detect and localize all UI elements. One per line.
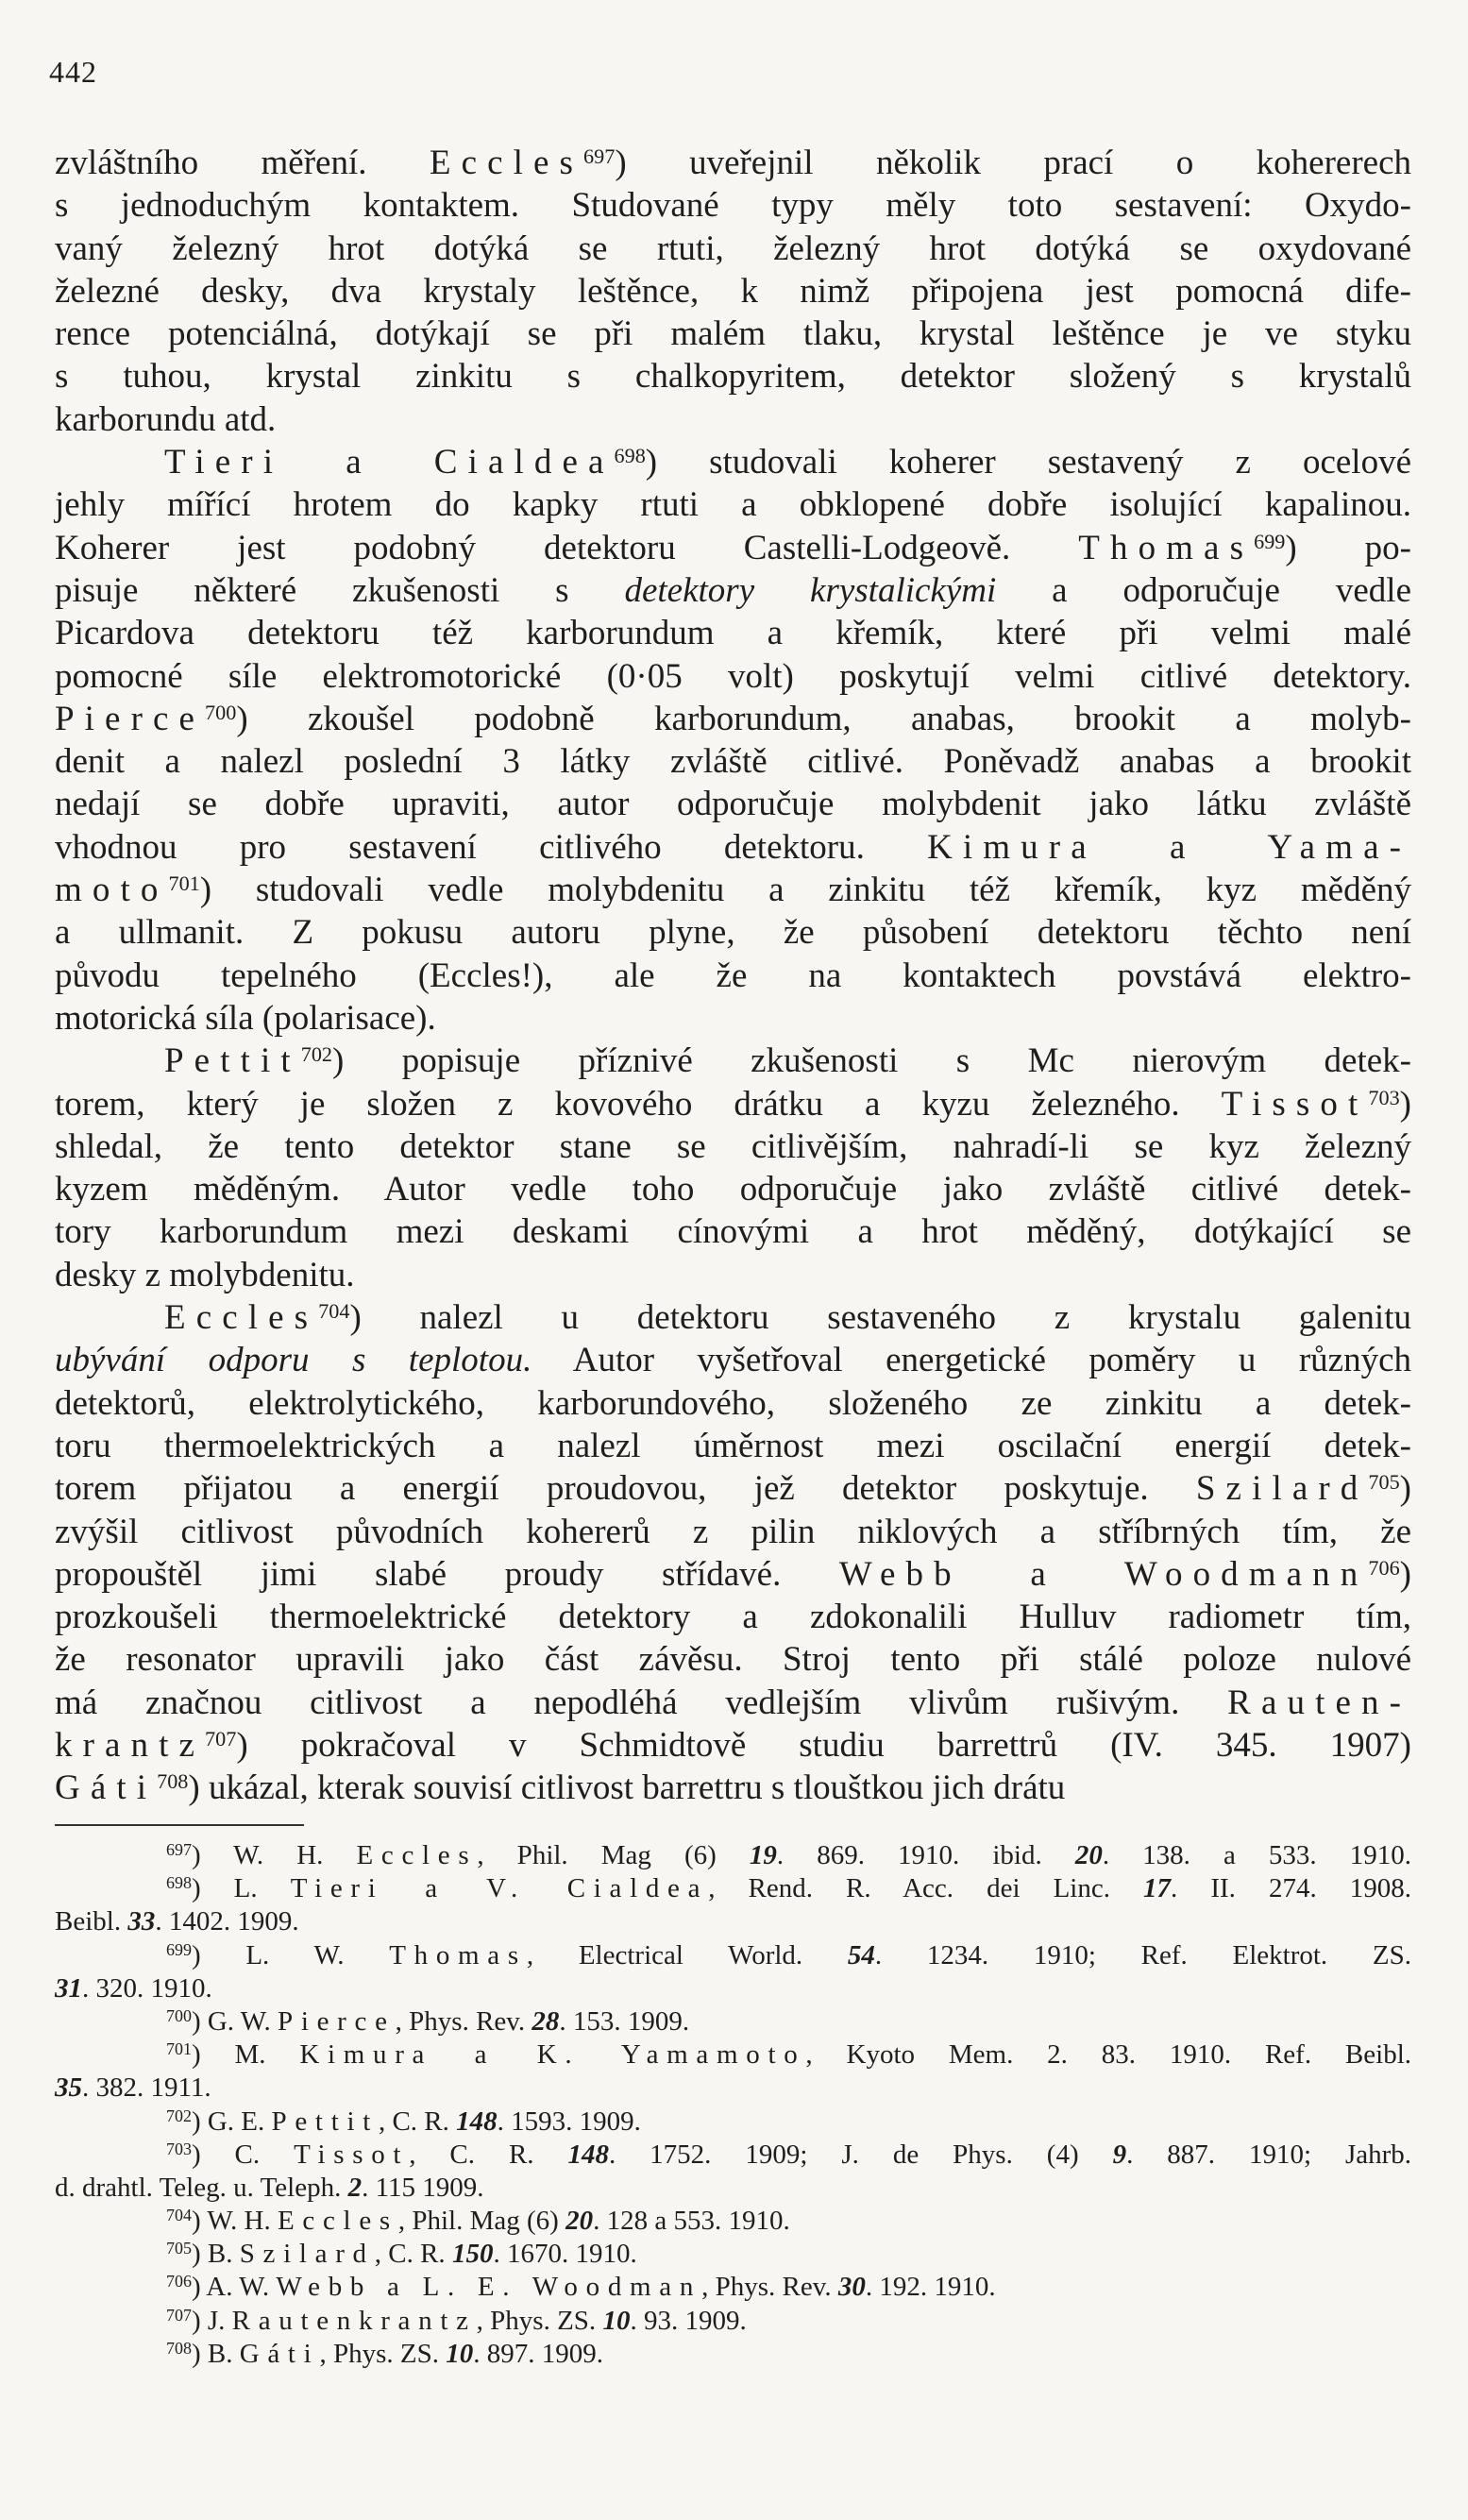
footnote-line xyxy=(55,1972,1411,2005)
text-line xyxy=(55,1168,1411,1210)
author-name: Rautenkrantz xyxy=(231,2305,477,2336)
reference-marker: 700 xyxy=(205,700,237,724)
text-run: ) pokračoval v Schmidtově studiu barrettrů (IV. 345. 1907) xyxy=(236,1725,1411,1765)
text-run: . 1593. 1909. xyxy=(497,2106,641,2137)
author-name: Pierce xyxy=(55,699,206,738)
text-run: ) L. xyxy=(191,1873,291,1904)
text-line xyxy=(55,997,1411,1040)
text-run: ) M. xyxy=(191,2039,300,2071)
text-run: . 320. 1910. xyxy=(82,1972,212,2004)
text-run: s jednoduchým kontaktem. Studované typy měly toto sestavení: Oxydo- xyxy=(55,186,1411,226)
text-run: rence potenciálná, dotýkají se při malém tlaku, krystal leštěnce je ve styku xyxy=(55,314,1411,354)
text-line xyxy=(55,1553,1411,1596)
volume-number: 28 xyxy=(532,2005,560,2037)
reference-marker: 701 xyxy=(168,871,200,895)
volume-number: 17 xyxy=(1143,1873,1172,1904)
footnote-divider xyxy=(55,1824,304,1826)
author-name: moto xyxy=(55,871,169,910)
emphasis-text: detektory krystalickými xyxy=(624,570,997,610)
text-run: , Kyoto Mem. 2. 83. 1910. Ref. Beibl. xyxy=(805,2039,1412,2071)
text-run: ) studovali koherer sestavený z ocelové xyxy=(645,443,1411,482)
reference-marker: 698 xyxy=(614,443,646,467)
text-line xyxy=(55,1682,1411,1724)
text-run: . 1234. 1910; Ref. Elektrot. ZS. xyxy=(874,1939,1411,1970)
text-run: , Phys. ZS. xyxy=(476,2305,603,2336)
author-name: Tissot xyxy=(1221,1084,1369,1124)
text-run: železné desky, dva krystaly leštěnce, k nimž připojena jest pomocná dife- xyxy=(55,271,1411,311)
text-line xyxy=(55,698,1411,740)
footnote-number: 702 xyxy=(166,2106,192,2125)
text-run: ) popisuje příznivé zkušenosti s Mc nierovým detek- xyxy=(332,1041,1411,1081)
text-run: . 887. 1910; Jahrb. xyxy=(1126,2139,1412,2170)
text-run: zvláštního měření. xyxy=(55,144,430,182)
footnote-line xyxy=(55,2238,1411,2271)
reference-marker: 699 xyxy=(1254,529,1286,553)
text-run: , Phil. Mag (6) xyxy=(477,1840,750,1870)
text-run: desky z molybdenitu. xyxy=(55,1255,355,1294)
author-name: Pettit xyxy=(164,1041,301,1081)
text-run: ) zkoušel podobně karborundum, anabas, brookit a molyb- xyxy=(236,699,1411,738)
text-run: ) xyxy=(1399,1084,1411,1124)
text-run: torem, který je složen z kovového drátku a kyzu železného. xyxy=(55,1084,1222,1124)
author-name: Webb a L. E. Woodman xyxy=(276,2272,702,2303)
text-run: , Phys. Rev. xyxy=(701,2272,838,2303)
text-run: . 93. 1909. xyxy=(630,2305,747,2336)
text-run: ) xyxy=(1399,1469,1411,1509)
text-run: . II. 274. 1908. xyxy=(1171,1873,1412,1904)
text-run: ) J. xyxy=(191,2305,232,2336)
footnote-number: 699 xyxy=(166,1939,192,1959)
text-run: že resonator upravili jako část závěsu. Stroj tento při stálé poloze nulové xyxy=(55,1640,1411,1680)
text-line xyxy=(55,527,1411,569)
author-name: Eccles xyxy=(356,1840,478,1870)
text-run: , Phys. Rev. xyxy=(395,2005,532,2037)
footnote-number: 708 xyxy=(166,2338,192,2358)
text-run: ) po- xyxy=(1285,528,1411,567)
text-run: . 153. 1909. xyxy=(559,2005,690,2037)
text-run: , Phil. Mag (6) xyxy=(397,2206,566,2237)
text-line xyxy=(55,612,1411,654)
text-line xyxy=(55,355,1411,397)
text-run: , C. R. xyxy=(378,2106,457,2137)
volume-number: 10 xyxy=(446,2338,474,2369)
author-name: Tissot xyxy=(294,2139,410,2170)
volume-number: 20 xyxy=(1074,1840,1103,1870)
text-run: a odporučuje vedle xyxy=(996,570,1411,610)
text-run: Koherer jest podobný detektoru Castelli-Lodgeově. xyxy=(55,528,1079,567)
text-line xyxy=(55,1210,1411,1253)
footnote-number: 698 xyxy=(166,1873,192,1893)
text-run: motorická síla (polarisace). xyxy=(55,998,436,1038)
footnote-number: 700 xyxy=(166,2005,192,2025)
text-run: toru thermoelektrických a nalezl úměrnost mezi oscilační energií detek- xyxy=(55,1426,1411,1465)
text-run: zvýšil citlivost původních kohererů z pilin niklových a stříbrných tím, že xyxy=(55,1512,1411,1551)
text-run: propouštěl jimi slabé proudy střídavé. xyxy=(55,1554,839,1594)
text-run: Autor vyšetřoval energetické poměry u různých xyxy=(532,1341,1412,1380)
footnotes xyxy=(55,1839,1411,2371)
author-name: Thomas xyxy=(389,1939,527,1970)
reference-marker: 706 xyxy=(1368,1555,1400,1580)
emphasis-text: ubývání odporu s teplotou. xyxy=(55,1341,532,1380)
footnote-number: 705 xyxy=(166,2239,192,2258)
reference-marker: 697 xyxy=(583,144,616,168)
text-line xyxy=(55,1638,1411,1681)
text-line xyxy=(55,1724,1411,1767)
text-run: ) C. xyxy=(191,2139,295,2170)
text-run: ) G. E. xyxy=(191,2106,272,2137)
author-name: Webb a Woodmann xyxy=(838,1554,1369,1594)
footnote-line xyxy=(55,2338,1411,2371)
text-line xyxy=(55,1296,1411,1339)
text-line xyxy=(55,1339,1411,1381)
text-line xyxy=(55,955,1411,997)
author-name: Tieri a Cialdea xyxy=(164,443,615,482)
page-number: 442 xyxy=(49,55,97,89)
author-name: Kimura a K. Yamamoto xyxy=(299,2039,806,2071)
text-run: . 115 1909. xyxy=(362,2172,484,2203)
text-run: ) W. H. xyxy=(191,2206,278,2237)
footnote-number: 703 xyxy=(166,2139,192,2158)
author-name: Eccles xyxy=(278,2206,398,2237)
text-run: ) W. H. xyxy=(191,1840,357,1870)
author-name: Gáti xyxy=(55,1768,158,1808)
reference-marker: 705 xyxy=(1368,1470,1400,1495)
text-run: . 897. 1909. xyxy=(473,2338,603,2369)
footnote-line xyxy=(55,2305,1411,2338)
text-run: vhodnou pro sestavení citlivého detektoru. xyxy=(55,827,928,867)
text-line xyxy=(55,1040,1411,1082)
text-run: pisuje některé zkušenosti s xyxy=(55,570,625,610)
text-line xyxy=(55,783,1411,825)
text-line xyxy=(55,1083,1411,1125)
text-line xyxy=(55,483,1411,526)
footnote-line xyxy=(55,2005,1411,2038)
author-name: Gáti xyxy=(239,2338,320,2369)
reference-marker: 703 xyxy=(1368,1085,1400,1109)
author-name: Pettit xyxy=(271,2106,379,2137)
text-run: původu tepelného (Eccles!), ale že na kontaktech povstává elektro- xyxy=(55,956,1411,995)
text-run: pomocné síle elektromotorické (0·05 volt) poskytují velmi citlivé detektory. xyxy=(55,656,1411,696)
text-line xyxy=(55,441,1411,483)
author-name: Szilard xyxy=(239,2239,375,2270)
footnote-number: 706 xyxy=(166,2272,192,2292)
text-line xyxy=(55,1511,1411,1553)
author-name: Thomas xyxy=(1078,528,1255,567)
text-line xyxy=(55,142,1411,184)
text-run: , Electrical World. xyxy=(526,1939,848,1970)
text-run: ) B. xyxy=(191,2239,240,2270)
text-run: shledal, že tento detektor stane se citlivějším, nahradí-li se kyz železný xyxy=(55,1126,1411,1166)
author-name: Eccles xyxy=(164,1298,319,1338)
author-name: krantz xyxy=(55,1725,206,1765)
text-run: ) A. W. xyxy=(191,2272,277,2303)
text-line xyxy=(55,1596,1411,1638)
text-run: , C. R. xyxy=(374,2239,452,2270)
text-line xyxy=(55,1125,1411,1168)
volume-number: 148 xyxy=(456,2106,498,2137)
text-line xyxy=(55,1425,1411,1467)
footnote-line xyxy=(55,1905,1411,1938)
footnote-number: 697 xyxy=(166,1840,192,1860)
reference-marker: 702 xyxy=(300,1042,333,1067)
footnote-line xyxy=(55,1839,1411,1872)
footnote-number: 704 xyxy=(166,2206,192,2225)
author-name: Tieri a V. Cialdea xyxy=(290,1873,709,1904)
text-line xyxy=(55,1254,1411,1296)
footnote-line xyxy=(55,2038,1411,2072)
footnote-line xyxy=(55,2072,1411,2105)
text-line xyxy=(55,740,1411,783)
text-run: . 869. 1910. ibid. xyxy=(776,1840,1075,1870)
text-line xyxy=(55,398,1411,441)
footnote-line xyxy=(55,2106,1411,2139)
text-run: ) L. W. xyxy=(191,1939,390,1970)
text-run: a ullmanit. Z pokusu autoru plyne, že působení detektoru těchto není xyxy=(55,913,1411,953)
footnote-line xyxy=(55,2139,1411,2172)
footnote-number: 707 xyxy=(166,2305,192,2325)
text-run: d. drahtl. Teleg. u. Teleph. xyxy=(55,2172,348,2203)
text-run: tory karborundum mezi deskami cínovými a hrot měděný, dotýkající se xyxy=(55,1212,1411,1252)
author-name: Kimura a Yama- xyxy=(927,827,1412,867)
reference-marker: 704 xyxy=(318,1298,350,1323)
text-run: denit a nalezl poslední 3 látky zvláště citlivé. Poněvadž anabas a brookit xyxy=(55,742,1411,782)
text-line xyxy=(55,1382,1411,1425)
text-line xyxy=(55,655,1411,698)
text-run: ) ukázal, kterak souvisí citlivost barrettru s tlouštkou jich drátu xyxy=(188,1768,1066,1808)
text-run: . 1670. 1910. xyxy=(493,2239,637,2270)
volume-number: 20 xyxy=(565,2206,594,2237)
text-run: . 382. 1911. xyxy=(82,2072,211,2104)
text-run: má značnou citlivost a nepodléhá vedlejším vlivům rušivým. xyxy=(55,1683,1228,1722)
text-run: Beibl. xyxy=(55,1906,128,1937)
text-run: prozkoušeli thermoelektrické detektory a zdokonalili Hulluv radiometr tím, xyxy=(55,1598,1411,1637)
text-line xyxy=(55,184,1411,227)
text-run: . 192. 1910. xyxy=(865,2272,996,2303)
text-run: ) nalezl u detektoru sestaveného z krystalu galenitu xyxy=(349,1298,1411,1338)
body-text xyxy=(55,142,1411,1810)
text-run: torem přijatou a energií proudovou, jež detektor poskytuje. xyxy=(55,1469,1196,1509)
footnote-line xyxy=(55,2205,1411,2238)
volume-number: 30 xyxy=(837,2272,866,2303)
text-line xyxy=(55,228,1411,270)
text-line xyxy=(55,826,1411,869)
footnote-line xyxy=(55,2172,1411,2205)
volume-number: 2 xyxy=(347,2172,363,2203)
text-run: ) xyxy=(1399,1554,1411,1594)
text-run: ) uveřejnil několik prací o kohererech xyxy=(615,144,1411,182)
author-name: Pierce xyxy=(278,2005,396,2037)
text-run: ) B. xyxy=(191,2338,240,2369)
text-run: kyzem měděným. Autor vedle toho odporučuje jako zvláště citlivé detek- xyxy=(55,1170,1411,1209)
volume-number: 148 xyxy=(567,2139,609,2170)
text-run: . 1402. 1909. xyxy=(155,1906,299,1937)
text-line xyxy=(55,313,1411,355)
text-run: , Phys. ZS. xyxy=(319,2338,447,2369)
text-run: . 128 a 553. 1910. xyxy=(593,2206,790,2237)
volume-number: 10 xyxy=(602,2305,631,2336)
volume-number: 150 xyxy=(451,2239,494,2270)
text-run: , C. R. xyxy=(409,2139,568,2170)
text-run: , Rend. R. Acc. dei Linc. xyxy=(708,1873,1144,1904)
text-run: vaný železný hrot dotýká se rtuti, železný hrot dotýká se oxydované xyxy=(55,228,1411,268)
volume-number: 9 xyxy=(1112,2139,1127,2170)
text-run: nedají se dobře upraviti, autor odporučuje molybdenit jako látku zvláště xyxy=(55,785,1411,824)
text-run: karborundu atd. xyxy=(55,399,277,439)
footnote-line xyxy=(55,1872,1411,1905)
text-line xyxy=(55,1467,1411,1510)
text-line xyxy=(55,911,1411,954)
text-run: detektorů, elektrolytického, karborundového, složeného ze zinkitu a detek- xyxy=(55,1383,1411,1423)
text-run: ) G. W. xyxy=(191,2005,278,2037)
author-name: Szilard xyxy=(1195,1469,1369,1509)
text-run: jehly mířící hrotem do kapky rtuti a obklopené dobře isolující kapalinou. xyxy=(55,485,1411,525)
reference-marker: 708 xyxy=(157,1769,189,1794)
volume-number: 31 xyxy=(55,1972,82,2004)
author-name: Eccles xyxy=(429,144,584,182)
text-run: . 1752. 1909; J. de Phys. (4) xyxy=(608,2139,1113,2170)
volume-number: 33 xyxy=(127,1906,156,1937)
footnote-number: 701 xyxy=(166,2039,192,2059)
text-line xyxy=(55,569,1411,612)
author-name: Rauten- xyxy=(1227,1683,1411,1722)
text-run: ) studovali vedle molybdenitu a zinkitu též křemík, kyz měděný xyxy=(199,871,1411,910)
text-line xyxy=(55,270,1411,313)
footnote-line xyxy=(55,1939,1411,1972)
text-run: Picardova detektoru též karborundum a křemík, které při velmi malé xyxy=(55,614,1411,653)
text-run: . 138. a 533. 1910. xyxy=(1102,1840,1412,1870)
volume-number: 19 xyxy=(749,1840,777,1870)
text-run: s tuhou, krystal zinkitu s chalkopyritem, detektor složený s krystalů xyxy=(55,357,1411,397)
text-line xyxy=(55,869,1411,911)
volume-number: 35 xyxy=(55,2072,82,2104)
footnote-line xyxy=(55,2271,1411,2304)
volume-number: 54 xyxy=(847,1939,875,1970)
text-line xyxy=(55,1767,1411,1809)
reference-marker: 707 xyxy=(205,1726,237,1750)
